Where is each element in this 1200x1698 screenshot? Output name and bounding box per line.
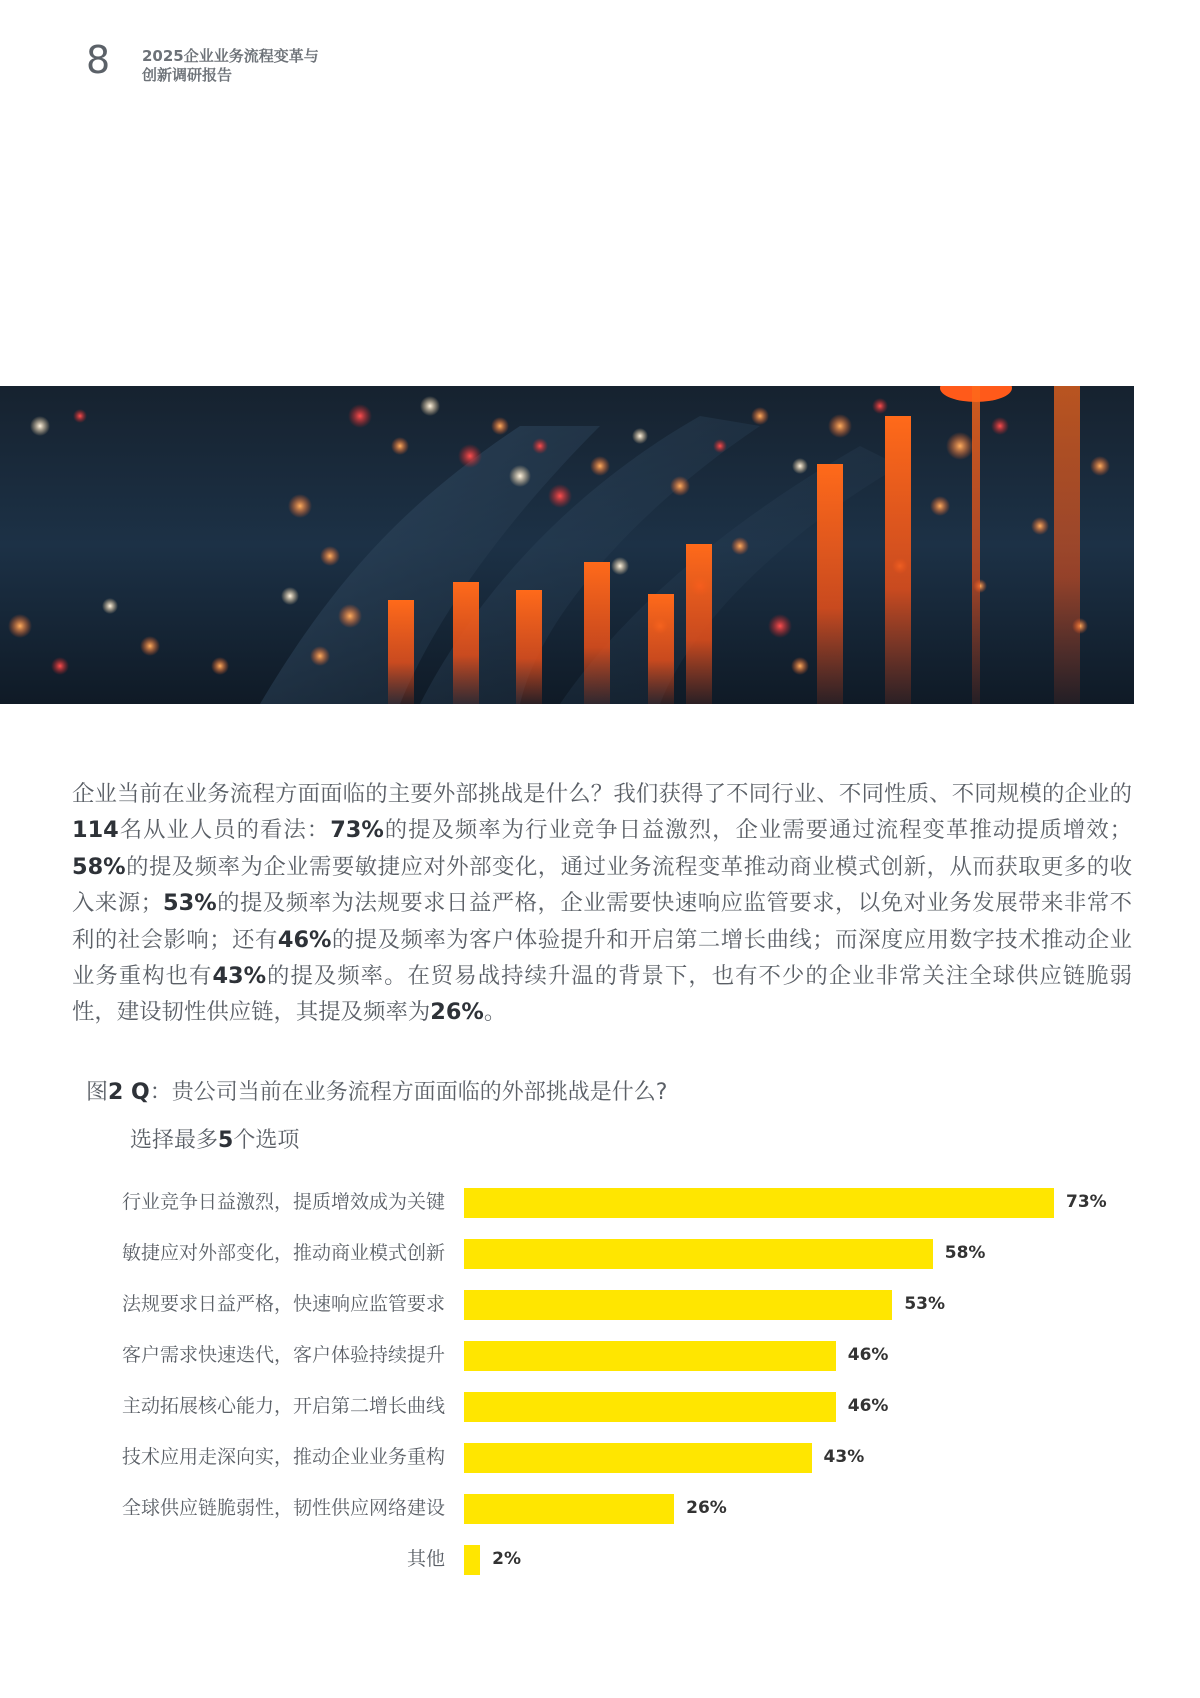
bar (464, 1494, 674, 1524)
bar-category-label: 技术应用走深向实，推动企业业务重构 (121, 1446, 445, 1468)
hero-image (0, 386, 1134, 704)
bar-category-label: 其他 (406, 1548, 445, 1570)
bar (464, 1290, 892, 1320)
bar-row (0, 1236, 1200, 1270)
bar-category-label: 行业竞争日益激烈，提质增效成为关键 (121, 1191, 445, 1213)
bar-category-label: 客户需求快速迭代，客户体验持续提升 (121, 1344, 445, 1366)
bar-value-label: 2% (492, 1549, 522, 1569)
bar (464, 1188, 1054, 1218)
report-title-line2: 创新调研报告 (142, 66, 233, 84)
bar-category-label: 敏捷应对外部变化，推动商业模式创新 (121, 1242, 445, 1264)
bar-value-label: 43% (823, 1447, 865, 1467)
bar (464, 1341, 836, 1371)
bar-value-label: 26% (686, 1498, 727, 1518)
bar-row (0, 1287, 1200, 1321)
city-traffic-bars-illustration (0, 386, 1134, 704)
report-title-line1: 2025企业业务流程变革与 (142, 47, 319, 65)
bar-category-label: 主动拓展核心能力，开启第二增长曲线 (121, 1395, 445, 1417)
report-title (142, 47, 319, 85)
bar-category-label: 全球供应链脆弱性，韧性供应网络建设 (121, 1497, 445, 1519)
bar (464, 1239, 933, 1269)
bar-value-label: 58% (944, 1243, 986, 1263)
bar-chart (0, 1170, 1200, 1570)
bar-row (0, 1491, 1200, 1525)
bar (464, 1443, 812, 1473)
figure-subtitle: 选择最多5个选项 (130, 1128, 300, 1153)
bar-row (0, 1542, 1200, 1576)
bar-row (0, 1185, 1200, 1219)
bar-row (0, 1440, 1200, 1474)
bar (464, 1545, 480, 1575)
bar-row (0, 1389, 1200, 1423)
bar-value-label: 46% (847, 1396, 889, 1416)
bar-category-label: 法规要求日益严格，快速响应监管要求 (121, 1293, 445, 1315)
body-paragraph: 企业当前在业务流程方面面临的主要外部挑战是什么？我们获得了不同行业、不同性质、不同规模的企业的114名从业人员的看法：73%的提及频率为行业竞争日益激烈，企业需要通过流程变革推动提质增效；58%的提及频率为企业需要敏捷应对外部变化，通过业务流程变革推动商业模式创新，从而获取更多的收入来源；53%的提及频率为法规要求日益严格，企业需要快速响应监管要求，以免对业务发展带来非常不利的社会影响；还有46%的提及频率为客户体验提升和开启第二增长曲线；而深度应用数字技术推动企业业务重构也有43%的提及频率。在贸易战持续升温的背景下，也有不少的企业非常关注全球供应链脆弱性，建设韧性供应链，其提及频率为26%。 (72, 781, 1133, 1026)
bar (464, 1392, 836, 1422)
bar-row (0, 1338, 1200, 1372)
page-number: 8 (86, 38, 111, 82)
bar-value-label: 53% (904, 1294, 946, 1314)
figure-title: 图2 Q：贵公司当前在业务流程方面面临的外部挑战是什么? (86, 1080, 668, 1105)
bar-value-label: 46% (847, 1345, 889, 1365)
bar-value-label: 73% (1066, 1192, 1107, 1212)
